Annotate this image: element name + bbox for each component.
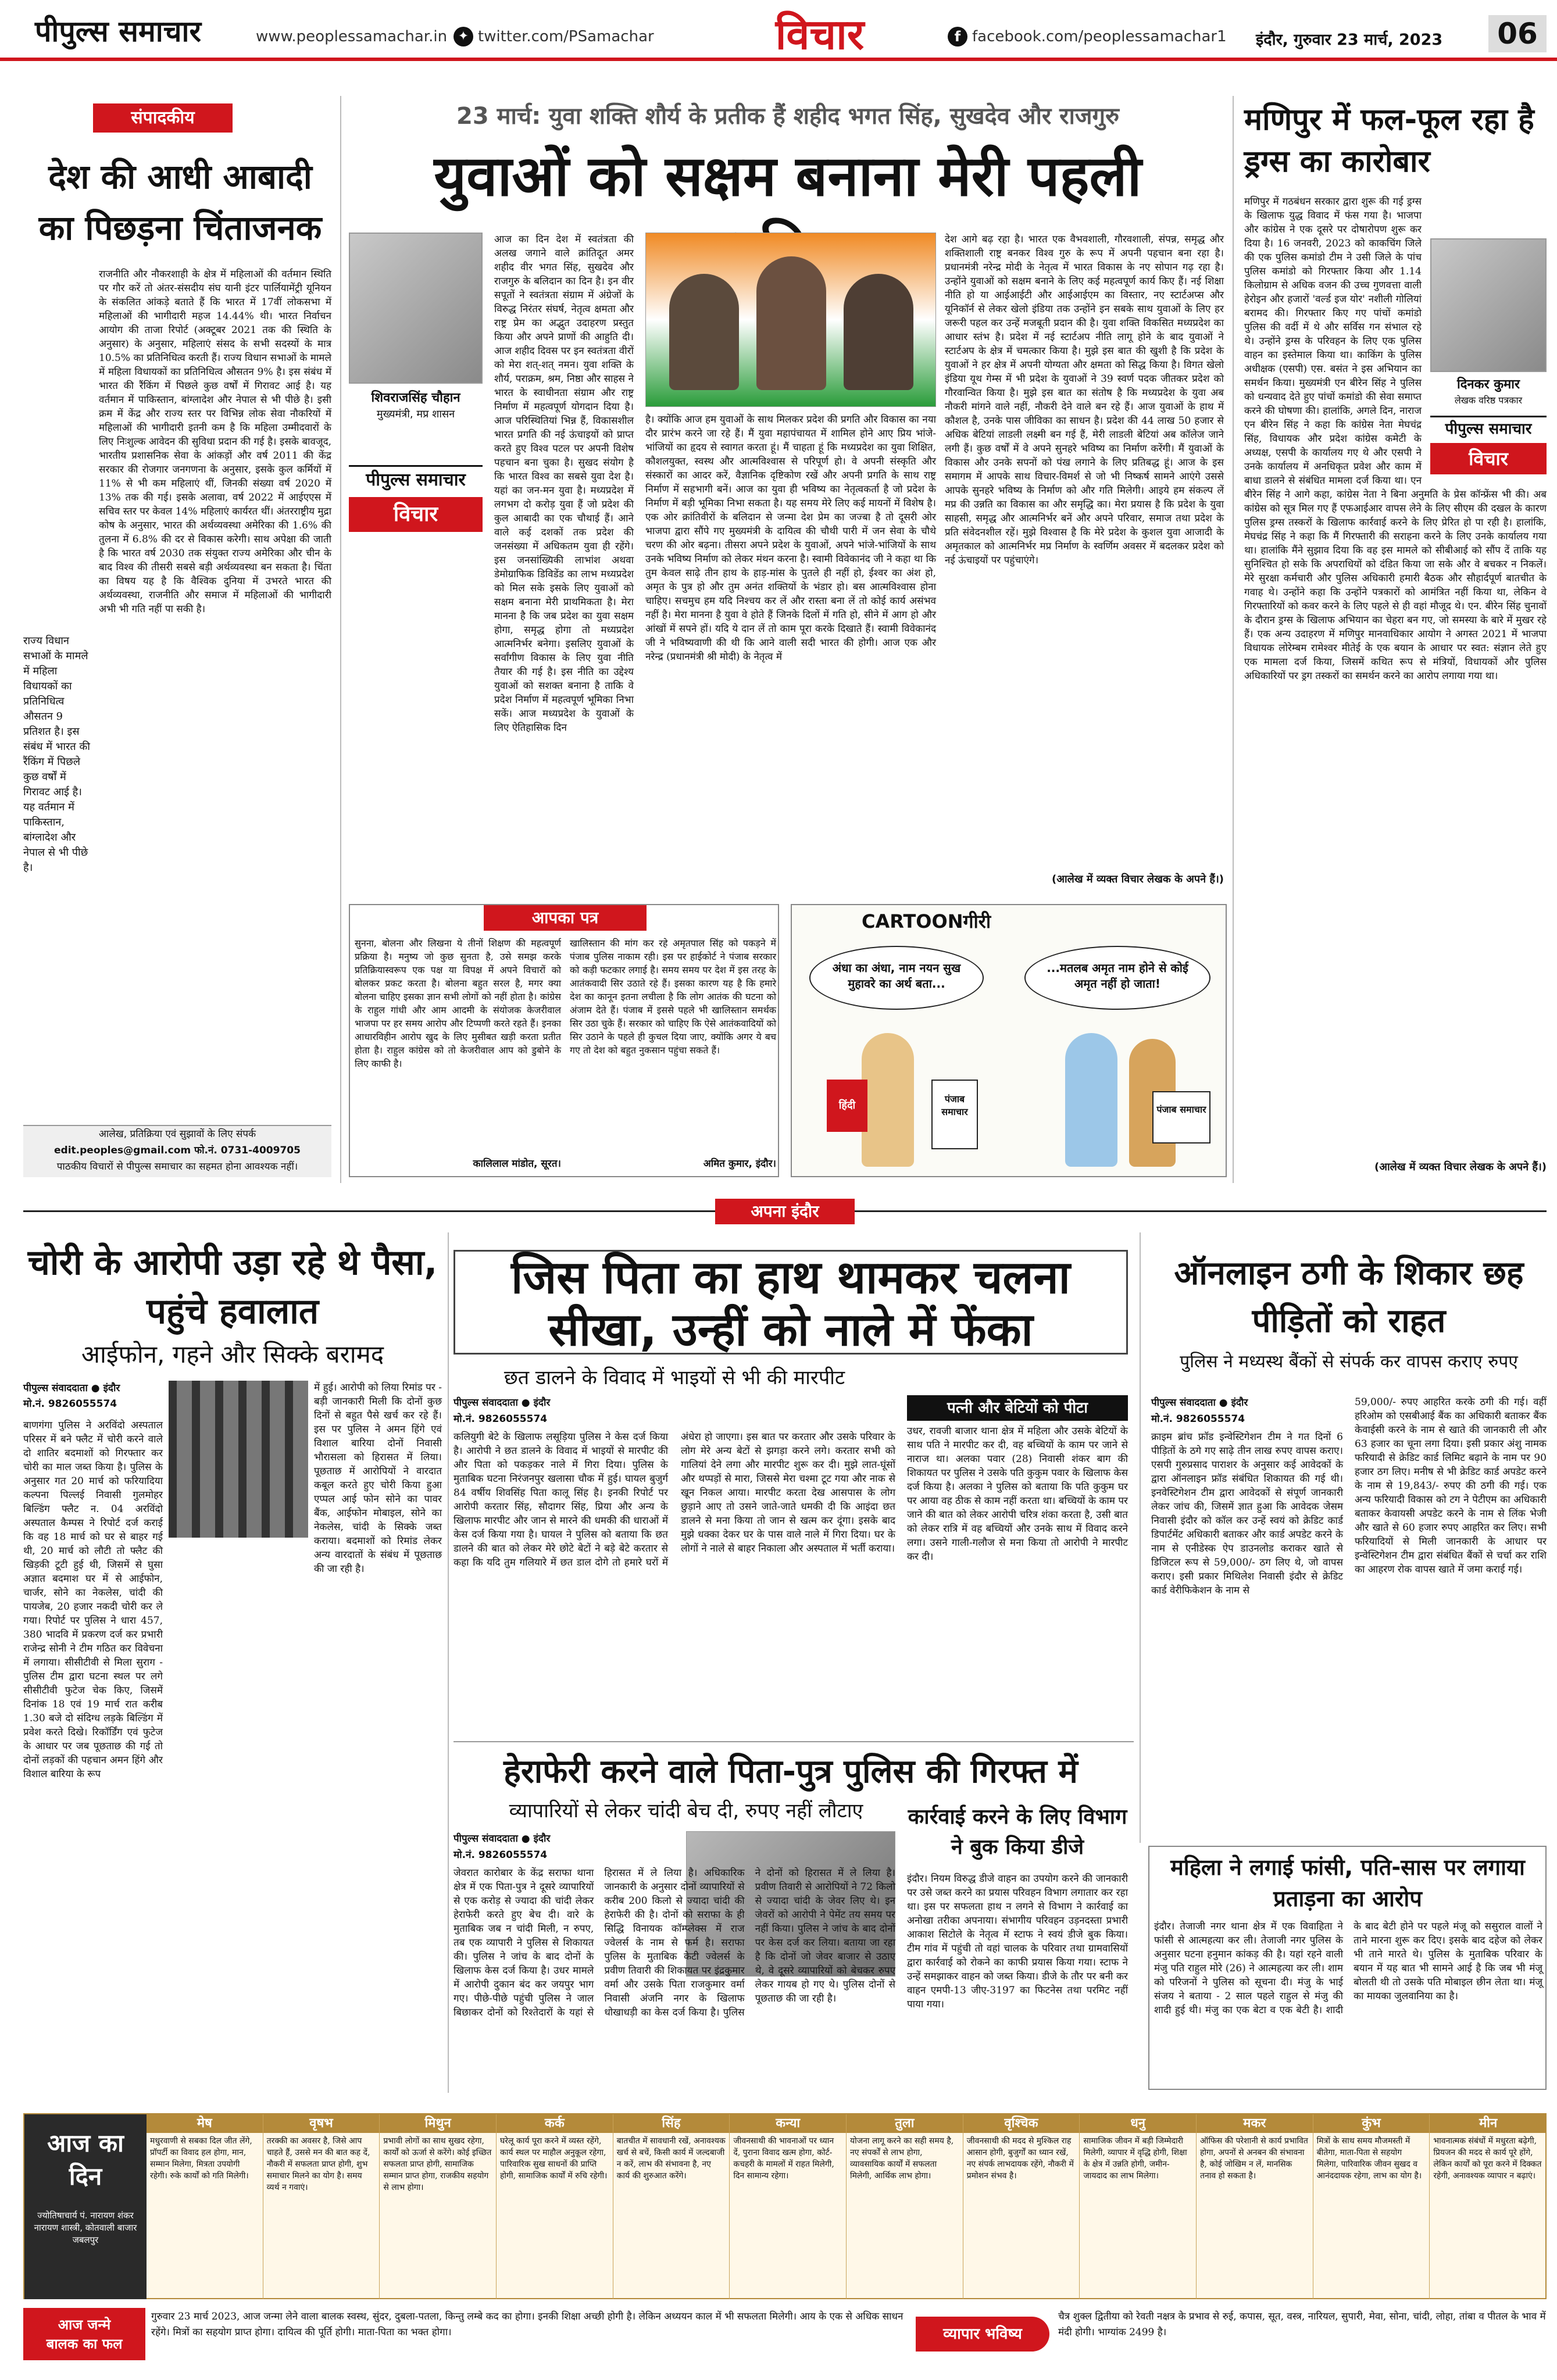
page-number: 06	[1488, 15, 1547, 52]
martyrs-illustration	[645, 233, 936, 407]
masthead-logo: पीपुल्स समाचार	[35, 15, 201, 48]
sign-name: धनु	[1080, 2114, 1196, 2133]
sign-name: वृश्चिक	[963, 2114, 1080, 2133]
sign-text: प्रभावी लोगों का साथ सुखद रहेगा, कार्यों को ऊर्जा से करेंगे। कोई इच्छित सफलता प्राप्त होगी, सामाजिक सम्मान प्राप्त होगा, राजकीय सहयोग से लाभ होगा।	[383, 2136, 492, 2192]
cartoon-panel	[791, 904, 1227, 1177]
astrologer-credit: ज्योतिषाचार्य पं. नारायण शंकर नारायण शास्त्री, कोतवाली बाजार जबलपुर	[34, 2210, 137, 2245]
suicide-headline: महिला ने लगाई फांसी, पति-सास पर लगाया प्रताड़ना का आरोप	[1170, 1854, 1525, 1911]
editorial-pullquote: राज्य विधान सभाओं के मामले में महिला विधायकों का प्रतिनिधित्व औसतन 9 प्रतिशत है। इस संबंध में भारत की रैंकिंग में पिछले कुछ वर्षों में गिरावट आई है। यह वर्तमान में पाकिस्तान, बांग्लादेश और नेपाल से भी पीछे है।	[23, 635, 90, 874]
online-headline: ऑनलाइन ठगी के शिकार छह पीड़ितों को राहत	[1174, 1255, 1524, 1340]
father-mobile: मो.नं. 9826055574	[453, 1413, 548, 1425]
manipur-body	[1244, 195, 1547, 1163]
editorial-footer-email[interactable]: edit.peoples@gmail.com फो.नं. 0731-4009705	[54, 1145, 301, 1156]
sign-text: मधुरवाणी से सबका दिल जीत लेंगे, प्रॉपर्टी का विवाद हल होगा, मान, सम्मान मिलेगा, मित्रता उपयोगी रहेगी। रुके कार्यों को गति मिलेगी।	[150, 2136, 252, 2181]
online-body: क्राइम ब्रांच फ्रॉड इन्वेस्टिगेशन टीम ने गत दिनों 6 पीड़ितों के ठगे गए साढ़े तीन लाख रुपए वापस कराए। एसपी गुरुप्रसाद पाराशर के अनुसार कई आवेदकों के द्वारा ऑनलाइन फ्रॉड संबंधित शिकायत की गई थी। इनवेस्टिगेशन टीम द्वारा आवेदकों से संपूर्ण जानकारी लेकर जांच की, जिसमें ज्ञात हुआ कि आवेदक जेसम निवासी इंदौर को कॉल कर उन्हें स्वयं को क्रेडिट कार्ड डिपार्टमेंट अधिकारी बताकर और कार्ड अपडेट करने के नाम से एनीडेस्क ऐप डाउनलोड कराकर खाते से डिजिटल रूप से 59,000/- ठग लिए थे, जो वापस कराए। इसी प्रकार मिथिलेश निवासी इंदौर से क्रेडिट कार्ड वेरीफिकेशन के नाम से	[1151, 1431, 1343, 1596]
sign-name: तुला	[847, 2114, 963, 2133]
letter-2: खालिस्तान की मांग कर रहे अमृतपाल सिंह को पकड़ने में पंजाब पुलिस नाकाम रही। इस पर हाईकोर्ट ने पंजाब सरकार को कड़ी फटकार लगाई है। समय समय पर देश में इस तरह के आतंकवादी सिर उठाते रहे हैं। इसका कारण यह है कि हमारे देश का कानून इतना लचीला है कि लोग आतंक की घटना को अंजाम देते हैं। पंजाब में इससे पहले भी खालिस्तान समर्थक सिर उठा चुके हैं। सरकार को चाहिए कि ऐसे आतंकवादियों को सिर उठाने के पहले ही कुचल दिया जाए, क्योंकि अगर ये बच गए तो देश को बहुत नुकसान पहुंचा सकते हैं।	[570, 938, 776, 1056]
father-subhead: छत डालने के विवाद में भाइयों से भी की मारपीट	[503, 1366, 845, 1389]
online-body2: 59,000/- रुपए आहरित करके ठगी की गई। वहीं हरिओम को एसबीआई बैंक का अधिकारी बताकर बैंक केवाईसी करने के नाम से खाते की जानकारी ली और 63 हजार का चूना लगा दिया। इसी प्रकार अंशु नामक फरियादी से क्रेडिट कार्ड लिमिट बढ़ाने के नाम पर 90 हजार ठग लिए। मनीष से भी क्रेडिट कार्ड अपडेट करने के नाम से 19,843/- रुपए की ठगी की गई। एक अन्य फरियादी विकास को टग ने पेटीएम का अधिकारी बताकर केवायसी अपडेट करने के नाम से लिंक भेजी और खाते से 60 हजार रुपए आहरित कर लिए। सभी फरियादियों से मिली जानकारी के आधार पर इन्वेस्टिगेशन टीम द्वारा संबंधित बैंकों से चर्चा कर राशि का आहरण रोक वापस खाते में जमा कराई गई।	[1355, 1396, 1547, 1575]
sign-text: बातचीत में सावधानी रखें, अनावश्यक खर्च से बचें, किसी कार्य में जल्दबाजी न करें, लाभ की संभावना है, नए कार्य की शुरुआत करेंगे।	[616, 2136, 726, 2181]
theft-byline: पीपुल्स संवाददाता ● इंदौर	[23, 1382, 120, 1394]
sign-aries	[147, 2114, 263, 2299]
manipur-author-name: दिनकर कुमार	[1457, 377, 1520, 392]
cartoon-bubble: ...मतलब अमृत नाम होने से कोई अमृत नहीं हो जाता!	[1024, 946, 1210, 1010]
editorial-body: राजनीति और नौकरशाही के क्षेत्र में महिलाओं की वर्तमान स्थिति पर गौर करें तो अंतर-संसदीय संघ यानी इंटर पार्लियामेंट्री यूनियन के संकलित आंकड़े बताते हैं कि भारत में 17वीं लोकसभा में महिलाओं की भागीदारी महज 14.44% थी। भारत निर्वाचन आयोग की ताजा रिपोर्ट (अक्टूबर 2021 तक की स्थिति के अनुसार) के अनुसार, महिलाएं संसद के सभी सदस्यों के मात्र 10.5% का प्रतिनिधित्व करती हैं। राज्य विधान सभाओं के मामले में महिला विधायकों का प्रतिनिधित्व औसतन 9% है। इस संबंध में भारत की रैंकिंग में पिछले कुछ वर्षों में गिरावट आई है। यह वर्तमान में पाकिस्तान, बांग्लादेश और नेपाल से भी पीछे है। इसी क्रम में केंद्र और राज्य स्तर पर विभिन्न लोक सेवा नौकरियों में महिलाओं की भागीदारी इतनी कम है कि महिला उम्मीदवारों के लिए निःशुल्क आवेदन की सुविधा प्रदान की गई है। इसके बावजूद, भारतीय प्रशासनिक सेवा के आंकड़ों और वर्ष 2011 की केंद्र सरकार की रोजगार जनगणना के अनुसार, इसके कुल कर्मियों में 11% से भी कम महिलाएं थीं, जिनकी संख्या वर्ष 2020 में 13% तक की गई। इसके अलावा, वर्ष 2022 में आईएएस में सचिव स्तर पर केवल 14% महिलाएं कार्यरत थीं। अंतरराष्ट्रीय मुद्रा कोष के अनुसार, भारत की अर्थव्यवस्था अमेरिका की 1.6% की तुलना में 6.8% की दर से विकास करेगी। साथ अपेक्षा की जाती है कि भारत वर्ष 2030 तक संयुक्त राज्य अमेरिका और चीन के बाद विश्व की तीसरी सबसे बड़ी अर्थव्यवस्था बन सकता है। चिंता का विषय यह है कि वैश्विक दुनिया में उभरते भारत की अर्थव्यवस्था, राजनीति और समाज में महिलाओं की भागीदारी अभी भी गति नहीं पा सकी है।	[99, 269, 331, 615]
father-headline-line1: जिस पिता का हाथ थामकर चलना	[511, 1252, 1070, 1304]
hera-body: जेवरात कारोबार के केंद्र सराफा थाना क्षेत्र में एक पिता-पुत्र ने दूसरे व्यापारियों से एक करोड़ से ज्यादा की चांदी लेकर हेराफेरी करते हुए बेच दी। वारे के मुताबिक जब न चांदी मिली, न रुपए, तब एक व्यापारी ने पुलिस से शिकायत की। पुलिस ने जांच के बाद दोनों के खिलाफ केस दर्ज किया है। उधर मामले में आरोपी दुकान बंद कर जयपुर भाग गए। पीछे-पीछे पहुंची पुलिस ने जाल बिछाकर दोनों को रिश्तेदारों के यहां से हिरासत में ले लिया है। अधिकारिक जानकारी के अनुसार दोनों व्यापारियों से करीब 200 किलो से ज्यादा चांदी की हेराफेरी की है। दोनों को सराफा के ही सिद्धि विनायक कॉम्प्लेक्स में राज ज्वेलर्स के नाम से फर्म है। सराफा पुलिस के मुताबिक केटी ज्वेलर्स के प्रवीण तिवारी की शिकायत पर इंद्रकुमार वर्मा और उसके पिता राजकुमार वर्मा निवासी अंजनि नगर के खिलाफ धोखाधड़ी का केस दर्ज किया है। पुलिस ने दोनों को हिरासत में ले लिया है। प्रवीण तिवारी से आरोपियों ने 72 किलो से ज्यादा चांदी के जेवर लिए थे। इन जेवरों को आरोपी ने पेमेंट तय समय पर नहीं किया। पुलिस ने जांच के बाद दोनों पर केस दर्ज कर लिया। बताया जा रहा है कि दोनों जो जेवर बाजार से उठाए थे, वे दूसरे व्यापारियों को बेचकर रुपए लेकर गायब हो गए थे। पुलिस दोनों से पूछताछ की जा रही है।	[453, 1867, 895, 2018]
theft-headline: चोरी के आरोपी उड़ा रहे थे पैसा, पहुंचे हवालात	[27, 1242, 438, 1332]
cartoon-sign: पंजाब समाचार	[1152, 1091, 1210, 1143]
dj-body: इंदौर। नियम विरुद्ध डीजे वाहन का उपयोग करने की जानकारी पर उसे जब्त करने का प्रयास परिवहन विभाग लगातार कर रहा था। इस पर सफलता हाथ न लगने से विभाग ने कार्रवाई का अनोखा तरीका अपनाया। संभागीय परिवहन उड़नदस्ता प्रभारी आकाश सिटोले के नेतृत्व में स्टाफ ने स्वयं डीजे बुक किया। टीम गांव में पहुंची तो वहां चालक के परिवार तथा ग्रामवासियों द्वारा कार्रवाई को रोकने का काफी प्रयास किया गया। स्टाफ ने उन्हें समझाकर वाहन को जब्त किया। डीजे के तौर पर बनी कर वाहन एमपी-13 जीए-3197 का फिटनेस तथा परमिट नहीं पाया गया।	[907, 1873, 1128, 2010]
sign-text: जीवनसाथी की मदद से मुश्किल राह आसान होगी, बुजुर्गों का ध्यान रखें, नए संपर्क लाभदायक रहेंगे, नौकरी में प्रमोशन संभव है।	[966, 2136, 1074, 2181]
editorial-tag: संपादकीय	[93, 103, 233, 133]
main-kicker: 23 मार्च: युवा शक्ति शौर्य के प्रतीक हैं शहीद भगत सिंह, सुखदेव और राजगुरु	[456, 103, 1119, 130]
business-text: चैत्र शुक्ल द्वितीया को रेवती नक्षत्र के प्रभाव से रुई, कपास, सूत, वस्त्र, नारियल, सुपारी, मेवा, सोना, चांदी, लोहा, तांबा व पीतल के भाव में मंदी होगी। भाग्यांक 2499 है।	[1058, 2311, 1546, 2338]
brand-logo: पीपुल्स समाचार	[349, 465, 483, 494]
divider	[448, 1232, 449, 2093]
sign-cancer	[497, 2114, 613, 2299]
theft-mobile: मो.नं. 9826055574	[23, 1398, 117, 1410]
letter-2-sign: अमित कुमार, इंदौर।	[703, 1158, 776, 1170]
sign-name: वृषभ	[263, 2114, 380, 2133]
sign-scorpio	[963, 2114, 1080, 2299]
manipur-body-text: मणिपुर में गठबंधन सरकार द्वारा शुरू की गई ड्रग्स के खिलाफ युद्ध विवाद में फंस गया है। भाजपा और कांग्रेस ने एक दूसरे पर दोषारोपण शुरू कर दिया है। 16 जनवरी, 2023 को काकचिंग जिले की एक पुलिस कमांडो टीम ने उसी जिले के पांच पुलिस कमांडो को गिरफ्तार किया और 1.14 किलोग्राम से अधिक वजन की उच्च गुणवत्ता वाली हेरोइन और हजारों 'वर्ल्ड इज योर' नशीली गोलियां बरामद की। गिरफ्तार किए गए पांचों कमांडो पुलिस की वर्दी में थे और सर्विस गन संभाल रहे थे। उन्होंने ड्रग्स के परिवहन के लिए एक पुलिस वाहन का इस्तेमाल किया था। काकिंग के पुलिस अधीक्षक (एसपी) एस. बसंत ने इस अभियान का समर्थन किया। मुख्यमंत्री एन बीरेन सिंह ने पुलिस को धन्यवाद देते हुए पांचों कमांडो की सेवा समाप्त करने की घोषणा की। हालांकि, अगले दिन, नाराज एन बीरेन सिंह ने कहा कि कांग्रेस नेता मेघचंद्र सिंह, विधायक और प्रदेश कांग्रेस कमेटी के अध्यक्ष, एसपी के कार्यालय गए थे और एसपी ने उनके कार्यालय में अनधिकृत प्रवेश और काम में बाधा डालने से संबंधित मामला दर्ज किया था। एन बीरेन सिंह ने आगे कहा, कांग्रेस नेता ने बिना अनुमति के प्रेस कॉन्फ्रेंस भी की। अब कांग्रेस को सूत्र मिल गए हैं एफआईआर वापस लेने के लिए सीएम की दखल के कारण पुलिस ड्रग्स तस्करों के खिलाफ कार्रवाई करने के लिए प्रेरित हो पा रही है। हालांकि, मेघचंद्र सिंह ने कहा कि मैं गिरफ्तारी की सराहना करने के लिए उनके कार्यालय गया था। हालांकि मैंने सुझाव दिया कि वह इस मामले को सीबीआई को सौंप दें ताकि यह सुनिश्चित हो सके कि अपराधियों को दंडित किया जा सके और वे बचकर न निकलें। मेरे सुरक्षा कर्मचारी और पुलिस अधिकारी हमारी बैठक और सौहार्दपूर्ण बातचीत के गवाह थे। उन्होंने कहा कि उन्होंने पत्रकारों को आमंत्रित नहीं किया था, लेकिन वे गिरफ्तारियों को कवर करने के लिए पहले से ही वहां मौजूद थे। एन. बीरेन सिंह चुनावों के दौरान ड्रग्स के खिलाफ अभियान का चेहरा बन गए, जो समस्या के बारे में मुखर रहे हैं। एक अन्य उदाहरण में मणिपुर मानवाधिकार आयोग ने अगस्त 2021 में भाजपा विधायक लोरेम्बम रामेश्वर मीतेई के एक बयान के आधार पर स्वत: संज्ञान लेते हुए एक मामला दर्ज किया, जिसमें कथित रूप से मंत्रियों, विधायकों और पुलिस अधिकारियों पर ड्रग तस्करों का समर्थन करने का आरोप लगाया गया था।	[1244, 196, 1547, 682]
sign-name: कुंभ	[1313, 2114, 1430, 2133]
sign-name: मकर	[1197, 2114, 1313, 2133]
section-title: विचार	[775, 10, 865, 59]
martyr-portrait	[669, 274, 739, 390]
sign-sagittarius	[1080, 2114, 1197, 2299]
author-name: शिवराजसिंह चौहान	[371, 391, 460, 405]
manipur-headline: मणिपुर में फल-फूल रहा है ड्रग्स का कारोबार	[1244, 102, 1534, 179]
sign-pisces	[1430, 2114, 1547, 2299]
horoscope-title-line1: आज का	[47, 2129, 124, 2157]
hera-byline: पीपुल्स संवाददाता ● इंदौर	[453, 1833, 551, 1845]
main-col2: है। क्योंकि आज हम युवाओं के साथ मिलकर प्रदेश की प्रगति और विकास का नया दौर प्रारंभ करने जा रहे हैं। मैं युवा महापंचायत में शामिल होने आए प्रिय भांजे-भांजियों का हृदय से स्वागत करता हूं। मैं चाहता हूं कि मध्यप्रदेश का युवा शिक्षित, कौशलयुक्त, स्वस्थ और आत्मविश्वास से परिपूर्ण हो। वे अपनी संस्कृति और संस्कारों का आदर करें, वैज्ञानिक दृष्टिकोण रखें और अपनी प्रगति के साथ राष्ट्र निर्माण में सहभागी बनें। आज का युवा ही भविष्य का नेतृत्वकर्ता है जो प्रदेश के निर्माण में बड़ी भूमिका निभा सकता है। यह समय मेरे लिए कई मायनों में विशेष है। एक ओर क्रांतिवीरों के बलिदान से जन्मा देश प्रेम का जज्बा है तो दूसरी ओर भाजपा द्वारा सौंपे गए मुख्यमंत्री के दायित्व की चौथी पारी में जन सेवा के चौथे चरण की ओर बढ़ना। तीसरा अपने प्रदेश के युवाओं, अपने भांजे-भांजियों के साथ उनके भविष्य निर्माण को लेकर मंथन करना है। स्वामी विवेकानंद जी ने कहा था कि तुम केवल साढ़े तीन हाथ के हाड़-मांस के पुतले ही नहीं हो, ईश्वर का अंश हो, अमृत के पुत्र हो और तुम अनंत शक्तियों के भंडार हो। बस आत्मविश्वास होना चाहिए। सचमुच हम यदि निश्चय कर लें और रास्ता बना लें तो कोई कार्य असंभव नहीं है। मेरा मानना है युवा वे होते हैं जिनके दिलों में गति हो, सीने में आग हो और आंखों में सपने हों। यदि ये दान लें तो काम पूरा करके दिखाते हैं। स्वामी विवेकानंद जी ने भविष्यवाणी की थी कि आने वाली सदी भारत की होगी। आज एक और नरेन्द्र (प्रधानमंत्री श्री मोदी) के नेतृत्व में	[645, 414, 936, 663]
father-side-body: उधर, रावजी बाजार थाना क्षेत्र में महिला और उसके बेटियों के साथ पति ने मारपीट कर दी, वह बच्चियों के काम पर जाने से नाराज था। अलका पवार (28) निवासी शंकर बाग की शिकायत पर पुलिस ने उसके पति कुकुम पवार के खिलाफ केस दर्ज किया है। अलका ने पुलिस को बताया कि पति कुकुम घर पर आया वह ठीक से काम नहीं करता था। बच्चियों के काम पर जाने की बात को लेकर आरोपी चरित्र शंका करता है, उसी बात को लेकर रात्रि में वह बच्चियों और उनके साथ में विवाद करने लगा। उसने गाली-गलौज से मना किया तो आरोपी ने मारपीट कर दी।	[907, 1425, 1128, 1563]
sign-taurus	[263, 2114, 380, 2299]
father-side-head: पत्नी और बेटियों को पीटा	[907, 1395, 1128, 1421]
facebook-icon: f	[948, 27, 967, 47]
jail-photo	[169, 1381, 308, 1538]
horoscope-strip	[23, 2113, 1547, 2299]
editorial-footer	[23, 1125, 331, 1177]
letter-1: सुनना, बोलना और लिखना ये तीनों शिक्षण की महत्वपूर्ण प्रक्रिया है। मनुष्य जो कुछ सुनता है, उसे समझ करके प्रतिक्रियास्वरूप एक पक्ष या विपक्ष में अपने विचारों को बोलकर प्रकट करता है। बोलना बहुत सरल है, मगर क्या बोलना चाहिए इसका ज्ञान सभी लोगों को नहीं होता है। कांग्रेस के राहुल गांधी और आम आदमी के संयोजक केजरीवाल भाजपा पर हर समय आरोप और टिप्पणी करते रहते हैं। इनका आधारविहीन आरोप खुद के लिए मुसीबत खड़ी करता प्रतीत होता है। राहुल कांग्रेस को तो केजरीवाल आप को डुबोने के लिए काफी है।	[355, 938, 561, 1069]
divider	[340, 96, 341, 1183]
sign-text: जीवनसाथी की भावनाओं पर ध्यान दें, पुराना विवाद खत्म होगा, कोर्ट-कचहरी के मामलों में राहत मिलेगी, दिन सामान्य रहेगा।	[733, 2136, 834, 2181]
main-headline: युवाओं को सक्षम बनाना मेरी पहली	[434, 144, 1142, 209]
sign-libra	[847, 2114, 963, 2299]
apna-indore-label: अपना इंदौर	[715, 1199, 855, 1224]
masthead-date: इंदौर, गुरुवार 23 मार्च, 2023	[1256, 31, 1443, 49]
sign-gemini	[380, 2114, 497, 2299]
cartoon-title: CARTOONगीरी	[862, 910, 991, 932]
main-col3: देश आगे बढ़ रहा है। भारत एक वैभवशाली, गौरवशाली, संपन्न, समृद्ध और शक्तिशाली राष्ट्र बनकर विश्व गुरु के रूप में अपनी पहचान बना रहा है। प्रधानमंत्री नरेन्द्र मोदी के नेतृत्व में भारत विकास के नए सोपान गढ़ रहा है। उन्होंने युवाओं को सक्षम बनाने के लिए कई महत्वपूर्ण कार्य किए हैं। नई शिक्षा नीति हो या आईआईटी और आईआईएम का विस्तार, नए स्टार्टअप्स और यूनिकॉर्न से लेकर खेलो इंडिया तक उन्होंने इन सबके साथ युवाओं के लिए हर जरूरी पहल कर उन्हें मजबूती प्रदान की है। युवा शक्ति विकसित मध्यप्रदेश का आधार स्तंभ है। प्रदेश में नई स्टार्टअप नीति लागू होने के बाद युवाओं ने स्टार्टअप के क्षेत्र में चमत्कार किया है। मुझे इस बात की खुशी है कि प्रदेश के युवाओं ने हर क्षेत्र में अपनी योग्यता और क्षमता को सिद्ध किया है। विगत खेलो इंडिया यूथ गेम्स में भी प्रदेश के युवाओं ने 39 स्वर्ण पदक जीतकर प्रदेश को गौरवान्वित किया है। मुझे इस बात का संतोष है कि मध्यप्रदेश के युवा अब नौकरी मांगने वाले नहीं, नौकरी देने वाले बन रहे हैं। आज युवाओं के हाथ में कौशल है, उनके पास जीविका का साधन है। प्रदेश की 44 लाख 50 हजार से अधिक बेटियां लाडली लक्ष्मी बन गई हैं, मेरी लाडली बेटियां अब कॉलेज जाने लगी हैं। कुछ वर्षों में वे अपने सुनहरे भविष्य का निर्माण करेंगी। मैं युवाओं के विकास और उनके सपनों को पंख लगाने के लिए प्रतिबद्ध हूं। आज के इस समागम में आपके साथ विचार-विमर्श से जो भी निष्कर्ष सामने आएंगे उससे आपके सुनहरे भविष्य के निर्माण को और गति मिलेगी। आइये हम संकल्प लें मप्र की उन्नति का विकास का और समृद्धि का। मेरा प्रयास है कि प्रदेश के युवा साहसी, समृद्ध और आत्मनिर्भर बनें और अपने परिवार, समाज तथा प्रदेश के प्रति संवेदनशील रहें। मुझे विश्वास है कि मेरे प्रदेश के कुशल युवा आजादी के अमृतकाल को आत्मनिर्भर मप्र निर्माण के स्वर्णिम अवसर में बदलकर प्रदेश को नई ऊंचाइयों पर पहुंचाएंगे।	[945, 234, 1224, 566]
sign-aquarius	[1313, 2114, 1430, 2299]
twitter-icon: ✦	[453, 27, 473, 47]
editorial-footer-note: पाठकीय विचारों से पीपुल्स समाचार का सहमत होना आवश्यक नहीं।	[56, 1161, 298, 1173]
cartoon-bubble: अंधा का अंधा, नाम नयन सुख मुहावरे का अर्थ बता...	[809, 946, 984, 1010]
sign-text: तरक्की का अवसर है, जिसे आप चाहते हैं, उससे मन की बात कह दें, नौकरी में सफलता प्राप्त होगी, शुभ समाचार मिलने का योग है। समय व्यर्थ न गवाएं।	[266, 2136, 370, 2192]
father-byline: पीपुल्स संवाददाता ● इंदौर	[453, 1397, 551, 1409]
hera-headline: हेराफेरी करने वाले पिता-पुत्र पुलिस की गिरफ्त में	[503, 1753, 1078, 1791]
divider	[1140, 1232, 1141, 1843]
manipur-end: (आलेख में व्यक्त विचार लेखक के अपने हैं।)	[1374, 1161, 1547, 1173]
born-text: गुरुवार 23 मार्च 2023, आज जन्मा लेने वाला बालक स्वस्थ, सुंदर, दुबला-पतला, किन्तु लम्बे कद का होगा। इनकी शिक्षा अच्छी होगी है। लेकिन अध्ययन काल में भी सफलता मिलेगी। आय के एक से अधिक साधन रहेंगे। मित्रों का सहयोग प्राप्त होगा। दायित्व की पूर्ति होगी। माता-पिता का भक्त होगा।	[151, 2311, 904, 2338]
author-photo	[349, 233, 483, 384]
masthead-facebook[interactable]: facebook.com/peoplessamachar1	[972, 28, 1227, 45]
divider	[1233, 96, 1234, 1183]
manipur-photo-spacer	[1422, 195, 1547, 480]
manipur-brand-tag: विचार	[1430, 443, 1547, 474]
cartoon-sign: पंजाब समाचार	[931, 1080, 978, 1149]
manipur-brand-logo: पीपुल्स समाचार	[1430, 416, 1547, 442]
father-headline-line2: सीखा, उन्हीं को नाले में फेंका	[548, 1304, 1033, 1356]
manipur-author-title: लेखक वरिष्ठ पत्रकार	[1454, 395, 1523, 406]
father-headline	[453, 1250, 1128, 1355]
letters-title: आपका पत्र	[484, 905, 647, 931]
masthead-website[interactable]: www.peoplessamachar.in	[256, 28, 448, 45]
brand-tag: विचार	[349, 497, 483, 532]
letters-box	[349, 904, 779, 1177]
dj-headline: कार्रवाई करने के लिए विभाग ने बुक किया डीजे	[908, 1805, 1127, 1859]
business-label: व्यापार भविष्य	[916, 2317, 1049, 2352]
sign-text: भावनात्मक संबंधों में मधुरता बढ़ेगी, प्रियजन की मदद से कार्य पूरे होंगे, लेकिन कार्यों को पूरा करने में दिक्कत रहेगी, अनावश्यक व्यापार न बढ़ाएं।	[1433, 2136, 1542, 2181]
horoscope-signs	[147, 2114, 1547, 2299]
editorial-footer-line1: आलेख, प्रतिक्रिया एवं सुझावों के लिए संपर्क	[98, 1128, 256, 1140]
sign-name: कर्क	[497, 2114, 613, 2133]
section-rule	[453, 1741, 1134, 1742]
letter-1-sign: कालिलाल मांडोत, सूरत।	[473, 1158, 561, 1170]
theft-subhead: आईफोन, गहने और सिक्के बरामद	[81, 1340, 384, 1368]
sign-leo	[613, 2114, 730, 2299]
main-col3-end: (आलेख में व्यक्त विचार लेखक के अपने हैं।)	[1052, 873, 1224, 885]
suicide-box	[1148, 1846, 1547, 2090]
sign-text: सामाजिक जीवन में बड़ी जिम्मेदारी मिलेगी, व्यापार में वृद्धि होगी, शिक्षा के क्षेत्र में उन्नति होगी, जमीन-जायदाद का लाभ मिलेगा।	[1083, 2136, 1187, 2181]
theft-body2: में हुई। आरोपी को लिया रिमांड पर - बड़ी जानकारी मिली कि दोनों कुछ दिनों से बहुत पैसे खर्च कर रहे हैं। इस पर पुलिस ने अमन हिंगे एवं विशाल बारिया दोनों निवासी भौरासला को हिरासत में लिया। पूछताछ में आरोपियों ने वारदात कबूल करते हुए चोरी किया हुआ एप्पल आई फोन सोने का पावर बैंक, आईफोन मोबाइल, सोने का नेकलेस, चांदी के सिक्के जब्त कराया। बदमाशों को रिमांड लेकर अन्य वारदातों के संबंध में पूछताछ की जा रही है।	[314, 1382, 442, 1575]
masthead	[0, 0, 1557, 61]
cartoon-book: हिंदी	[827, 1080, 867, 1132]
masthead-twitter[interactable]: twitter.com/PSamachar	[478, 28, 654, 45]
born-label	[23, 2308, 145, 2360]
horoscope-title-line2: दिन	[69, 2162, 102, 2190]
main-col1: आज का दिन देश में स्वतंत्रता की अलख जगाने वाले क्रांतिदूत अमर शहीद वीर भगत सिंह, सुखदेव और राजगुरु के बलिदान का दिन है। इन वीर सपूतों ने स्वतंत्रता संग्राम में अंग्रेजों के विरुद्ध निरंतर संघर्ष, नेतृत्व क्षमता और राष्ट्र प्रेम का अद्भुत उदाहरण प्रस्तुत किया और अपने प्राणों की आहुति दी। आज शहीद दिवस पर इन स्वतंत्रता वीरों को मेरा शत्-शत् नमन। युवा शक्ति के शौर्य, पराक्रम, श्रम, निष्ठा और साहस ने भारत के स्वाधीनता संग्राम और राष्ट्र निर्माण में महत्वपूर्ण योगदान दिया है। आज परिस्थितियां भिन्न हैं, विकासशील भारत प्रगति की नई ऊंचाइयों को प्राप्त करते हुए विश्व पटल पर अपनी विशेष पहचान बना चुका है। सुखद संयोग है कि भारत विश्व का सबसे युवा देश है। यहां का जन-मन युवा है। मध्यप्रदेश में लगभग दो करोड़ युवा हैं जो प्रदेश की कुल आबादी का एक चौथाई हैं। आने वाले कई दशकों तक प्रदेश की जनसंख्या में अधिकतम युवा ही रहेंगे। इस जनसांख्यिकी लाभांश अथवा डेमोग्राफिक डिविडेंड का लाभ मध्यप्रदेश को मिल सके इसके लिए युवाओं को सक्षम बनाना मेरी प्राथमिकता है। मेरा मानना है कि जब प्रदेश का युवा सक्षम होगा, समृद्ध होगा तो मध्यप्रदेश आत्मनिर्भर बनेगा। इसलिए युवाओं के सर्वांगीण विकास के लिए युवा नीति तैयार की गई है। इस नीति का उद्देश्य युवाओं को सशक्त बनाना है ताकि वे प्रदेश निर्माण में महत्वपूर्ण भूमिका निभा सकें। आज मध्यप्रदेश के युवाओं के लिए ऐतिहासिक दिन	[494, 234, 634, 734]
sign-text: घरेलू कार्य पूरा करने में व्यस्त रहेंगे, कार्य स्थल पर माहौल अनुकूल रहेगा, पारिवारिक सुख साधनों की प्राप्ति होगी, सामाजिक कार्यों में रुचि रहेगी।	[500, 2136, 608, 2181]
sign-name: मेष	[147, 2114, 263, 2133]
hera-mobile: मो.नं. 9826055574	[453, 1849, 548, 1861]
sign-name: सिंह	[613, 2114, 730, 2133]
born-label-line2: बालक का फल	[46, 2336, 123, 2352]
martyr-portrait	[756, 256, 826, 390]
sign-text: मित्रों के साथ समय मौजमस्ती में बीतेगा, माता-पिता से सहयोग मिलेगा, पारिवारिक जीवन सुखद व आनंददायक रहेगा, लाभ का योग है।	[1316, 2136, 1422, 2181]
online-mobile: मो.नं. 9826055574	[1151, 1413, 1245, 1425]
author-title: मुख्यमंत्री, मप्र शासन	[376, 408, 455, 420]
sign-name: कन्या	[730, 2114, 846, 2133]
sign-virgo	[730, 2114, 847, 2299]
martyr-portrait	[844, 274, 913, 390]
cartoon-figure	[862, 1033, 914, 1167]
online-subhead: पुलिस ने मध्यस्थ बैंकों से संपर्क कर वापस कराए रुपए	[1180, 1352, 1518, 1372]
sign-name: मीन	[1430, 2114, 1547, 2133]
sign-text: ऑफिस की परेशानी से कार्य प्रभावित होगा, अपनों से अनबन की संभावना है, कोई जोखिम न लें, मानसिक तनाव हो सकता है।	[1200, 2136, 1308, 2181]
cartoon-figure	[1065, 1033, 1117, 1167]
born-label-line1: आज जन्मे	[58, 2317, 111, 2333]
theft-body: बाणगंगा पुलिस ने अरविंदो अस्पताल परिसर में बने फ्लैट में चोरी करने वाले दो शातिर बदमाशों को गिरफ्तार कर चोरी का माल जब्त किया है। पुलिस के अनुसार गत 20 मार्च को फरियादिया कल्पना पिल्लई निवासी गुलमोहर बिल्डिंग फ्लैट न. 04 अरविंदो अस्पताल कैम्पस ने रिपोर्ट दर्ज कराई कि वह 18 मार्च को घर से बाहर गई थी, 20 मार्च को लौटी तो फ्लैट की खिड़की टूटी हुई थी, जिसमें से घुसा अज्ञात बदमाश घर में से आईफोन, चार्जर, सोने का नेकलेस, चांदी की पायजेब, 20 हजार नकदी चोरी कर ले गया। रिपोर्ट पर पुलिस ने धारा 457, 380 भादवि में प्रकरण दर्ज कर प्रभारी राजेन्द्र सोनी ने टीम गठित कर विवेचना में लगाया। सीसीटीवी से मिला सुराग - पुलिस टीम द्वारा घटना स्थल पर लगे सीसीटीवी फुटेज चेक किए, जिसमें दिनांक 18 एवं 19 मार्च रात करीब 1.30 बजे दो संदिग्ध लड़के बिल्डिंग में प्रवेश करते दिखे। रिकॉर्डिंग एवं फुटेज के आधार पर जब पूछताछ की गई तो दोनों लड़कों की पहचान अमन हिंगे और विशाल बारिया के रूप	[23, 1420, 163, 1780]
sign-capricorn	[1197, 2114, 1313, 2299]
father-body: कलियुगी बेटे के खिलाफ लसूड़िया पुलिस ने केस दर्ज किया है। आरोपी ने छत डालने के विवाद में भाइयों से मारपीट की और पिता को पकड़कर नाले में गिरा दिया। पुलिस के मुताबिक घटना निरंजनपुर खलासा चौक में हुई। घायल बुजुर्ग 84 वर्षीय शिवसिंह पिता कालू सिंह है। इनकी रिपोर्ट पर आरोपी करतार सिंह, सौदागर सिंह, प्रिया और अन्य के खिलाफ मारपीट और जान से मारने की धमकी की धाराओं में केस दर्ज किया गया है। घायल ने पुलिस को बताया कि छत डालने की बात को लेकर मेरे छोटे बेटों ने बड़े बेटे करतार से कहा कि यदि तुम गलियारे में छत डाल दोगे तो हमारे घरों में अंधेरा हो जाएगा। इस बात पर करतार और उसके परिवार के लोग मेरे अन्य बेटों से झगड़ा करने लगे। करतार सभी को गालियां देने लगा और मारपीट शुरू कर दी। मुझे लात-घूंसों और थप्पड़ों से मारा, जिससे मेरा चश्मा टूट गया और नाक से खून निकल आया। मारपीट करता देख आसपास के लोग छुड़ाने आए तो उसने जाते-जाते धमकी दी कि आइंदा छत डालने से मना किया तो जान से खत्म कर दूंगा। इसके बाद मुझे धक्का देकर घर के पास वाले नाले में गिरा दिया। घर के लोगों ने नाले से बाहर निकाला और अस्पताल में भर्ती कराया।	[453, 1431, 895, 1568]
horoscope-title	[24, 2114, 147, 2299]
hera-subhead: व्यापारियों से लेकर चांदी बेच दी, रुपए नहीं लौटाए	[509, 1799, 863, 1822]
editorial-headline: देश की आधी आबादी का पिछड़ना चिंताजनक	[38, 157, 322, 248]
suicide-body: इंदौर। तेजाजी नगर थाना क्षेत्र में एक विवाहिता ने फांसी से आत्महत्या कर ली। तेजाजी नगर पुलिस के अनुसार घटना हनुमान कांकड़ की है। यहां रहने वाली मंजु पति राहुल मोरे (26) ने आत्महत्या कर ली। शाम को परिजनों ने पुलिस को सूचना दी। मंजु के भाई संजय ने बताया - 2 साल पहले राहुल से मंजु की शादी हुई थी। मंजु का एक बेटा व एक बेटी है। शादी के बाद बेटी होने पर पहले मंजू को ससुराल वालों ने ताने मारना शुरू कर दिए। इसके बाद दहेज को लेकर भी ताने मारते थे। पुलिस के मुताबिक परिवार के बयान में यह बात भी सामने आई है कि जब भी मंजू बोलती थी तो उसके पति मोबाइल छीन लेता था। मंजू का मायका जुलवानिया का है।	[1154, 1921, 1542, 2016]
sign-name: मिथुन	[380, 2114, 496, 2133]
online-byline: पीपुल्स संवाददाता ● इंदौर	[1151, 1397, 1248, 1409]
sign-text: योजना लागू करने का सही समय है, नए संपर्कों से लाभ होगा, व्यावसायिक कार्यों में सफलता मिलेगी, आर्थिक लाभ होगा।	[850, 2136, 954, 2181]
